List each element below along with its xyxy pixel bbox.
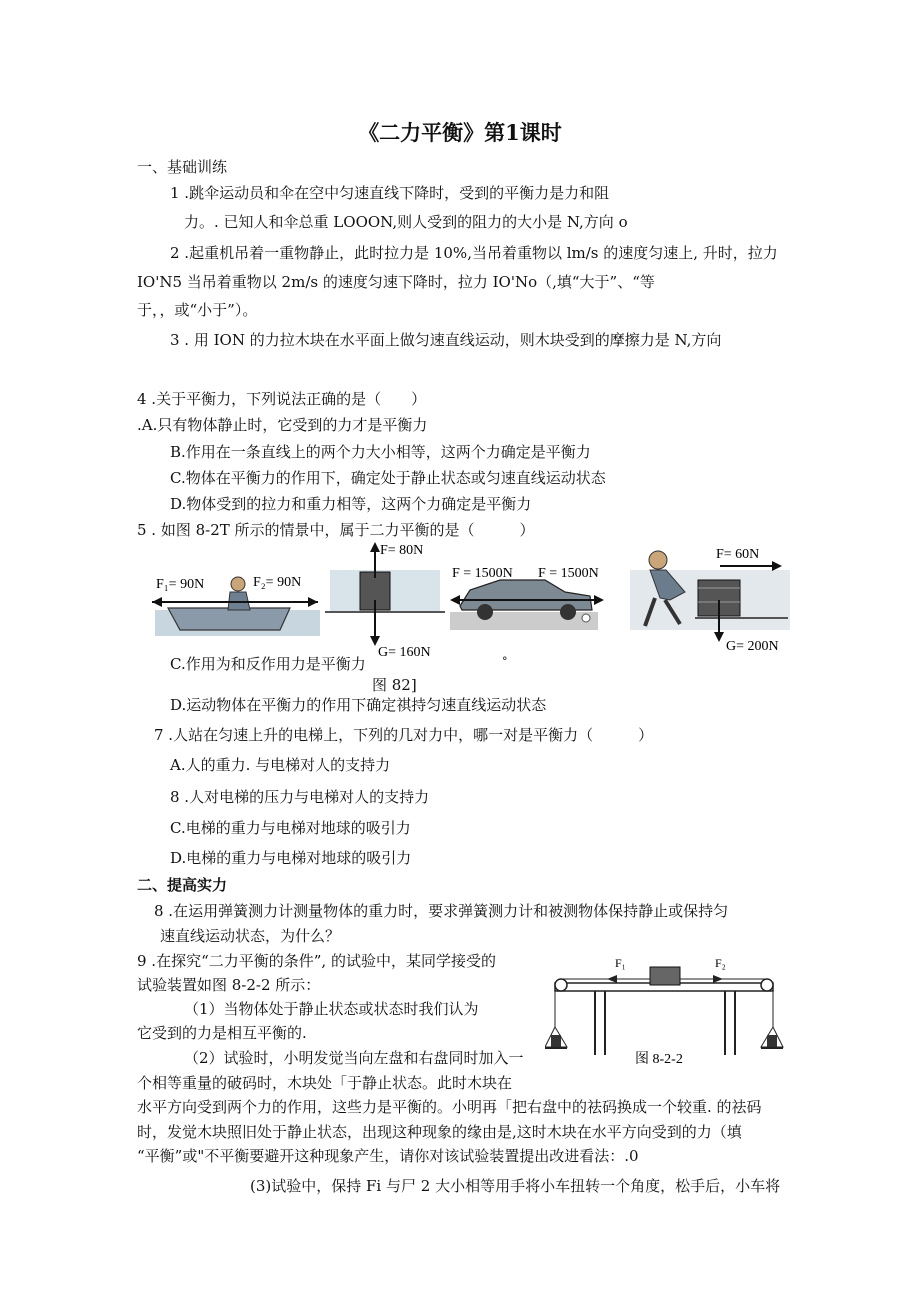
figure-8-2-2-f2-label: F₂ [715, 956, 726, 970]
block-force-up-label: F= 80N [380, 543, 424, 558]
car-force-left-label: F = 1500N [452, 566, 513, 581]
push-force-label: F= 60N [716, 547, 760, 562]
question-9-line2: 试验装置如图 8-2-2 所示： [137, 976, 321, 994]
question-9-part1-line2: 它受到的力是相互平衡的. [137, 1024, 307, 1042]
section-improve: 二、提高实力 [137, 876, 228, 894]
question-9-part2-line1: （2）试验时，小明发觉当向左盘和右盘同时加入一 [184, 1049, 524, 1067]
question-9-part2-line2: 个相等重量的破码时，木块处「于静止状态。此时木块在 [137, 1074, 513, 1092]
question-2-line1: 2 .起重机吊着一重物静止，此时拉力是 10%,当吊着重物以 lm/s 的速度匀速上, 升时，拉力 [170, 244, 778, 262]
question-4-option-c: C.物体在平衡力的作用下，确定处于静止状态或匀速直线运动状态 [170, 469, 606, 487]
question-8-line2: 速直线运动状态，为什么？ [160, 927, 341, 945]
question-2-line2: IO'N5 当吊着重物以 2m/s 的速度匀速下降时，拉力 IO'No（,填“大于”、“等 [137, 273, 655, 291]
question-7-option-c: C.电梯的重力与电梯对地球的吸引力 [170, 819, 411, 837]
page-title: 《二力平衡》第1课时 [358, 120, 562, 145]
question-4: 4 .关于平衡力，下列说法正确的是（ ） [137, 390, 427, 408]
boat-scene [152, 575, 320, 636]
question-6-option-c: C.作用为和反作用力是平衡力 [170, 655, 366, 673]
question-4-option-b: B.作用在一条直线上的两个力大小相等，这两个力确定是平衡力 [170, 443, 591, 461]
question-3: 3 . 用 ION 的力拉木块在水平面上做匀速直线运动，则木块受到的摩擦力是 N,方向 [170, 331, 722, 349]
question-4-option-a: .A.只有物体静止时，它受到的力才是平衡力 [137, 416, 428, 434]
question-9-part3: (3)试验中，保持 Fi 与尸 2 大小相等用手将小车扭转一个角度，松手后，小车将 [250, 1177, 781, 1195]
figure-8-2-2-caption: 图 8-2-2 [635, 1052, 683, 1067]
question-9-part2-line3: 水平方向受到两个力的作用，这些力是平衡的。小明再「把右盘中的祛码换成一个较重. 的祛码 [137, 1098, 762, 1116]
question-9-part2-line4: 时，发觉木块照旧处于静止状态，出现这种现象的缘由是,这时木块在水平方向受到的力（填 [137, 1123, 742, 1141]
question-7-option-b: 8 .人对电梯的压力与电梯对人的支持力 [170, 788, 430, 806]
question-9-line1: 9 .在探究“二力平衡的条件”, 的试验中，某同学接受的 [137, 952, 496, 970]
person-pushing-box-scene [630, 547, 790, 654]
question-9-part2-line5: “平衡”或"不平衡要避开这种现象产生，请你对该试验装置提出改进看法：.0 [137, 1147, 639, 1165]
figure-8-2-1 [150, 540, 790, 662]
figure-8-2-2-f1-label: F₁ [615, 956, 626, 970]
question-7: 7 .人站在匀速上升的电梯上，下列的几对力中，哪一对是平衡力（ ） [154, 726, 654, 744]
question-7-option-d: D.电梯的重力与电梯对地球的吸引力 [170, 849, 412, 867]
figure-8-2-1-caption: 图 82] [372, 676, 417, 694]
question-5: 5 . 如图 8-2T 所示的情景中，属于二力平衡的是（ ） [137, 521, 535, 539]
car-scene [450, 566, 604, 630]
question-8-line1: 8 .在运用弹簧测力计测量物体的重力时，要求弹簧测力计和被测物体保持静止或保持匀 [154, 902, 729, 920]
question-2-line3: 于，，或“小于”）。 [137, 301, 258, 319]
block-gravity-label: G= 160N [378, 645, 431, 660]
boat-force-f2-label: F₂= 90N [253, 575, 302, 590]
question-6-option-d: D.运动物体在平衡力的作用下确定祺持匀速直线运动状态 [170, 696, 547, 714]
question-7-option-a: A.人的重力. 与电梯对人的支持力 [170, 756, 391, 774]
boat-force-f1-label: F₁= 90N [156, 577, 205, 592]
figure-8-2-2 [545, 955, 785, 1075]
section-basic-training: 一、基础训练 [137, 158, 228, 176]
question-6-mark: ° [502, 655, 508, 668]
question-9-part1-line1: （1）当物体处于静止状态或状态时我们认为 [184, 1000, 479, 1018]
question-1-line1: 1 .跳伞运动员和伞在空中匀速直线下降时，受到的平衡力是力和阻 [170, 184, 610, 202]
question-4-option-d: D.物体受到的拉力和重力相等，这两个力确定是平衡力 [170, 495, 532, 513]
question-1-line2: 力。. 已知人和伞总重 LOOON,则人受到的阻力的大小是 N,方向 o [184, 213, 628, 231]
car-force-right-label: F = 1500N [538, 566, 599, 581]
block-vertical-forces-scene [325, 542, 445, 660]
box-gravity-label: G= 200N [726, 639, 779, 654]
